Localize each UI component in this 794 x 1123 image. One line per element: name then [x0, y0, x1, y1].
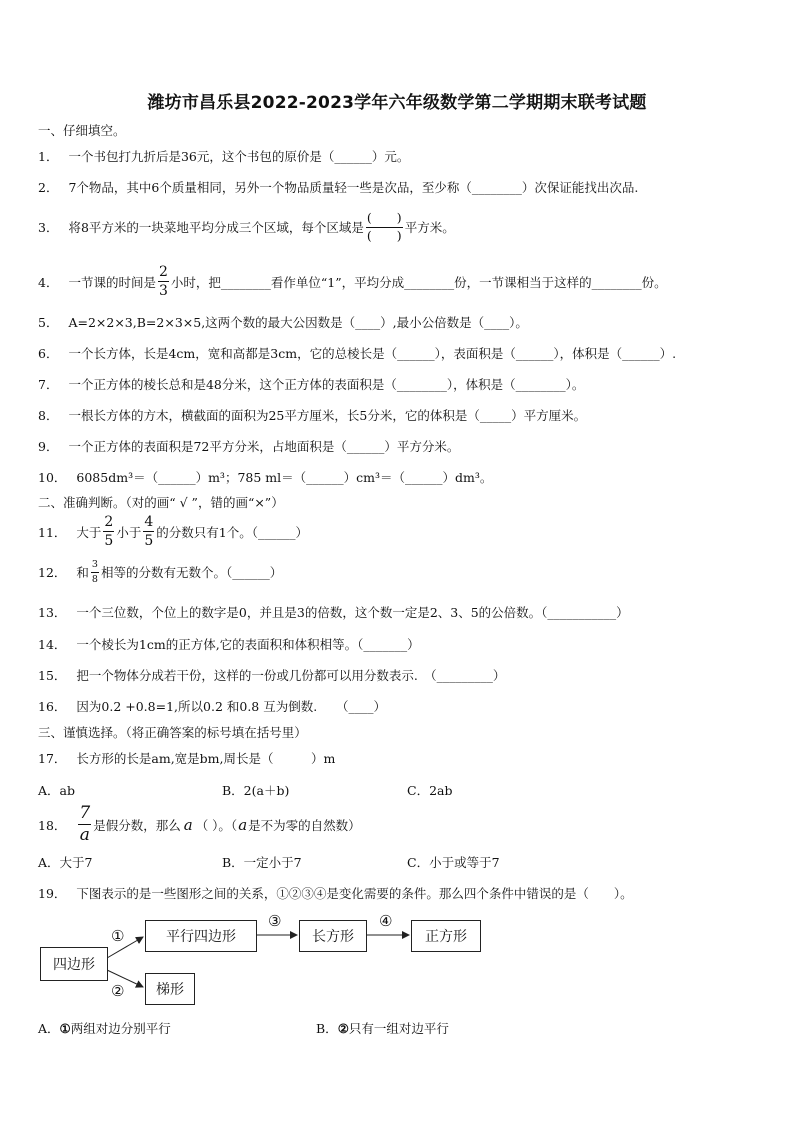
question-text: 是假分数，那么 [93, 817, 181, 833]
variable-a: a [238, 815, 248, 834]
question-text: A=2×2×3,B=2×3×5,这两个数的最大公因数是（____）,最小公倍数是（____）。 [68, 315, 528, 330]
choice-a: A．ab [38, 783, 75, 798]
fraction-denominator: ( ) [366, 227, 402, 243]
question-number: 9． [38, 439, 59, 454]
choice-letter: A． [38, 1021, 60, 1036]
question-text-end: 小时，把________看作单位“1”，平均分成________份，一节课相当于这样的________份。 [170, 274, 667, 290]
question-number: 1． [38, 149, 59, 164]
fraction-numerator: 4 [144, 514, 154, 530]
question-text: 一根长方体的方木，横截面的面积为25平方厘米，长5分米，它的体积是（_____）平方厘米。 [68, 408, 587, 423]
question-text: 一个正方体的棱长总和是48分米，这个正方体的表面积是（________），体积是（________）。 [68, 377, 585, 392]
section-heading-judgment: 二、准确判断。（对的画“ √ ”，错的画“×”） [38, 495, 284, 510]
section-heading-fill-in: 一、仔细填空。 [38, 123, 126, 138]
question-text: 长方形的长是am,宽是bm,周长是（ ）m [76, 751, 336, 766]
question-number: 15． [38, 668, 67, 683]
question-number: 10． [38, 470, 67, 485]
fraction-denominator: a [79, 825, 90, 845]
question-text: 把一个物体分成若干份，这样的一份或几份都可以用分数表示. （_________） [76, 668, 506, 683]
question-text: 一个三位数，个位上的数字是0，并且是3的倍数，这个数一定是2、3、5的公倍数。（___________） [76, 605, 629, 620]
question-text: 大于 [76, 524, 102, 540]
choice-b: B．一定小于7 [222, 855, 302, 870]
question-text: 一个棱长为1cm的正方体,它的表面积和体积相等。（_______） [76, 637, 420, 652]
question-text: 6085dm³＝（______）m³；785 ml＝（______）cm³＝（______）dm³。 [76, 470, 493, 485]
fraction-numerator: 2 [104, 514, 114, 530]
section-heading-choice: 三、谨慎选择。（将正确答案的标号填在括号里） [38, 725, 307, 740]
question-number: 5． [38, 315, 59, 330]
question-text: 将8平方米的一块菜地平均分成三个区域，每个区域是 [68, 220, 364, 235]
choice-b: B．2(a＋b) [222, 783, 290, 798]
question-text: 因为0.2 +0.8=1,所以0.2 和0.8 互为倒数. （____） [76, 699, 386, 714]
question-number: 4． [38, 274, 59, 290]
question-text: 一节课的时间是 [68, 274, 156, 290]
choice-c: C．小于或等于7 [407, 855, 500, 870]
page-title: 潍坊市昌乐县2022-2023学年六年级数学第二学期期末联考试题 [147, 93, 647, 113]
choice-a: A．大于7 [38, 855, 93, 870]
question-number: 6． [38, 346, 59, 361]
box-rectangle: 长方形 [299, 920, 367, 952]
fraction-denominator: 8 [91, 573, 98, 585]
question-text-end: 是不为零的自然数） [248, 817, 361, 833]
condition-2-mark: ② [111, 982, 125, 1000]
question-number: 16． [38, 699, 67, 714]
question-number: 13． [38, 605, 67, 620]
box-trapezoid: 梯形 [145, 973, 195, 1005]
box-parallelogram: 平行四边形 [145, 920, 257, 952]
condition-mark: ① [59, 1021, 71, 1036]
box-quadrilateral: 四边形 [40, 947, 108, 981]
fraction-denominator: 5 [104, 533, 114, 549]
question-text: 一个正方体的表面积是72平方分米，占地面积是（______）平方分米。 [68, 439, 460, 454]
choice-b [316, 1019, 449, 1037]
question-text: 和 [76, 565, 89, 580]
fraction-denominator: 5 [144, 533, 154, 549]
question-text: 7个物品，其中6个质量相同，另外一个物品质量轻一些是次品，至少称（________）次保证能找出次品. [68, 180, 639, 195]
question-number: 14． [38, 637, 67, 652]
question-number: 12． [38, 565, 67, 580]
condition-3-mark: ③ [268, 912, 282, 930]
question-number: 19． [38, 886, 67, 901]
question-text-mid: 小于 [116, 524, 142, 540]
fraction-numerator: 7 [79, 803, 91, 823]
fraction-numerator: 3 [91, 560, 99, 573]
fraction-numerator: 2 [158, 264, 168, 280]
question-number: 17． [38, 751, 67, 766]
question-text-end: 相等的分数有无数个。（______） [100, 565, 283, 580]
choice-text: 只有一组对边平行 [348, 1021, 449, 1036]
choice-letter: B． [316, 1021, 338, 1036]
question-text: 一个长方体，长是4cm，宽和高都是3cm，它的总棱长是（______），表面积是（______），体积是（______）. [68, 346, 677, 361]
fraction-denominator: 3 [158, 283, 168, 299]
question-text-end: 的分数只有1个。（______） [156, 524, 308, 540]
choice-text: 两组对边分别平行 [70, 1021, 171, 1036]
question-text: 下图表示的是一些图形之间的关系，①②③④是变化需要的条件。那么四个条件中错误的是（ ）。 [76, 886, 633, 901]
box-square: 正方形 [411, 920, 481, 952]
question-text: 一个书包打九折后是36元，这个书包的原价是（______）元。 [68, 149, 410, 164]
question-text-end: 平方米。 [404, 220, 455, 235]
condition-4-mark: ④ [379, 912, 393, 930]
variable-a: a [183, 815, 193, 834]
fraction-numerator: ( ) [366, 212, 403, 228]
choice-a [38, 1019, 171, 1037]
question-number: 3． [38, 220, 59, 235]
question-number: 2． [38, 180, 59, 195]
question-number: 18． [38, 817, 67, 833]
condition-mark: ② [337, 1021, 349, 1036]
choice-c: C．2ab [407, 783, 453, 798]
condition-1-mark: ① [111, 927, 125, 945]
question-number: 8． [38, 408, 59, 423]
question-number: 11． [38, 524, 67, 540]
question-number: 7． [38, 377, 59, 392]
question-text-mid: （ ）。（ [195, 817, 238, 833]
